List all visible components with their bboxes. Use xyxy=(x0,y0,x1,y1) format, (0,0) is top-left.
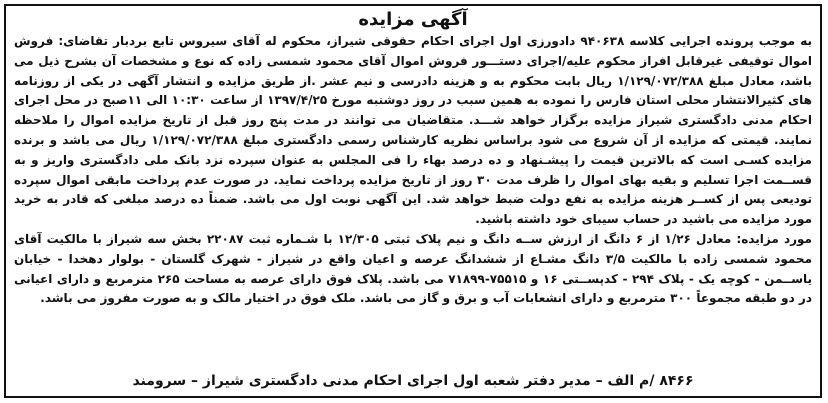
notice-paragraph-main: به موجب پرونده اجرایی کلاسه ۹۴۰۶۳۸ دادورزی اول اجرای احکام حقوقی شیراز، محکوم له آقای سیروس تابع بردبار تقاضای: فروش اموال توقیفی غیرقابل افراز محکوم علیه/اجرای دستـــور فروش اموال آقای محمود شمسی زاده که نوع و مشخصات آن بشرح ذیل می باشد، معادل مبلغ ۱/۱۲۹/۰۷۲/۳۸۸ ریال بابت محکوم به و هزینه دادرسی و نیم عشر .از طریق مزایده و انتشار آگهی در یکی از روزنامه های کثیرالانتشار محلی استان فارس را نموده به همین سبب در روز دوشنبه مورخ ۱۳۹۷/۴/۲۵ از ساعت ۱۰:۳۰ الی ۱۱صبح در محل اجرای احکام مدنی دادگستری شیراز مزایده برگزار خواهد شـــد. متقاضیان می توانند در مدت پنج روز قبل از تاریخ مزایده اموال را ملاحظه نمایند. قیمتی که مزایده از آن شروع می شود براساس نظریه کارشناس رسمی دادگستری مبلغ ۱/۱۲۹/۰۷۲/۳۸۸ ریال می باشد و برنده مزایده کسـی است که بالاترین قیمت را پیشـنهاد و ده درصد بهاء را فی المجلس به عنوان سپرده نزد بانک ملی دادگستری واریز و به قســمت اجرا تسلیم و بقیه بهای اموال را ظرف مدت ۳۰ روز از تاریخ مزایده پرداخت نماید. در صورت عدم پرداخت مابقی اموال سپرده تودیعی پس از کســر هزینه مزایده به نفع دولت ضبط خواهد شد. این آگهی نوبت اول می باشد. ضمناً ده درصد مبلغی که قادر به خرید مورد مزایده می باشید در حساب سیبای خود داشته باشید. xyxy=(14,34,813,227)
notice-paragraph-item: مورد مزایده: معادل ۱/۲۶ از ۶ دانگ از ارزش ســه دانگ و نیم پلاک ثبتی ۱۲/۳۰۵ با شـماره ثبت ۲۲۰۸۷ بخش سه شیراز با مالکیت آقای محمود شمسی زاده با مالکیت ۳/۵ دانگ مشـاع از ششدانگ عرصه و اعیان واقع در شیراز - شهرک گلستان - بولوار دهخدا - خیابان یاســمن - کوچه یک - پلاک ۲۹۴ - کدپســتی ۱۶ و ۷۵۵۱۵-۷۱۸۹۹ می باشد. پلاک فوق دارای عرصه به مساحت ۲۶۵ مترمربع و دارای اعیانی در دو طبقه مجموعاً ۳۰۰ مترمربع و دارای انشعابات آب و برق و گاز می باشد. ملک فوق در اختیار مالک و به صورت مفروز می باشد. xyxy=(14,231,813,306)
notice-body xyxy=(6,32,820,309)
auction-notice xyxy=(4,4,822,398)
notice-title: آگهی مزایده xyxy=(358,9,468,30)
notice-footer: ۸۴۶۶ /م الف – مدیر دفتر شعبه اول اجرای احکام مدنی دادگستری شیراز – سرومند xyxy=(132,373,694,389)
